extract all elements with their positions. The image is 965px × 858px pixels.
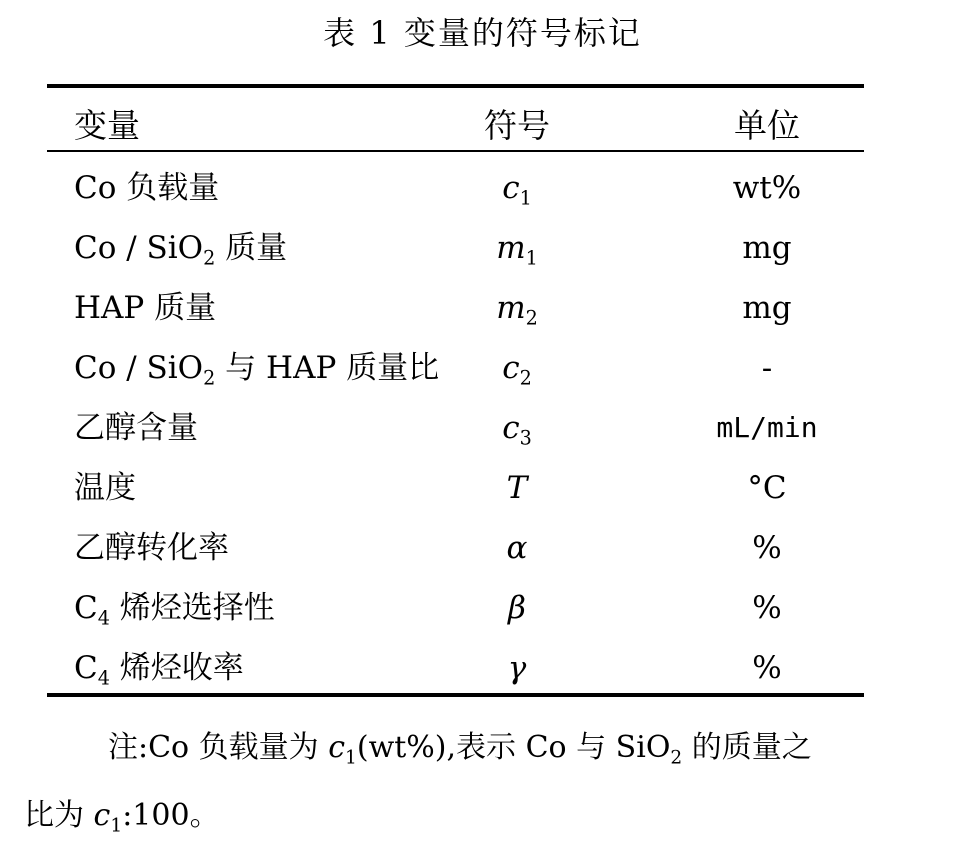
table-note-line-2: 比为 $c_1:100$。	[24, 798, 220, 837]
table-row	[47, 518, 864, 578]
table-row	[47, 458, 864, 518]
table-row	[47, 158, 864, 218]
table-row	[47, 398, 864, 458]
table-row	[47, 338, 864, 398]
unit-cell: %	[752, 650, 782, 686]
table-row	[47, 578, 864, 638]
symbol-cell: $c_3$	[502, 410, 532, 450]
table-caption: 表 1 变量的符号标记	[323, 14, 642, 52]
symbol-cell: $c_1$	[502, 170, 532, 210]
unit-cell: -	[761, 350, 773, 386]
symbol-cell: γ	[507, 650, 527, 686]
table-header-row	[47, 96, 864, 156]
variable-cell: $C_4$ 烯烃选择性	[74, 590, 275, 630]
unit-cell: mg	[742, 230, 792, 266]
table-bottom-rule	[47, 693, 864, 697]
table-row	[47, 638, 864, 698]
table-row	[47, 218, 864, 278]
variable-cell: 乙醇含量	[74, 410, 198, 446]
unit-cell: mg	[742, 290, 792, 326]
unit-cell: %	[752, 590, 782, 626]
symbol-cell: $m_1$	[496, 230, 538, 270]
header-variable: 变量	[74, 106, 140, 145]
table-note-line-1: 注:Co 负载量为 $c_1(wt\%)$,表示 Co 与 SiO$_2$ 的质量之	[108, 730, 812, 769]
variable-cell: $C_4$ 烯烃收率	[74, 650, 244, 690]
symbol-cell: β	[508, 590, 526, 626]
table-top-rule	[47, 84, 864, 88]
variable-cell: HAP 质量	[74, 290, 217, 326]
symbol-cell: $c_2$	[502, 350, 532, 390]
unit-cell: mL/min	[716, 411, 818, 444]
variable-cell: Co 负载量	[74, 170, 220, 206]
variable-cell: 乙醇转化率	[74, 530, 229, 566]
variable-cell: 温度	[74, 470, 136, 506]
table-header-rule	[47, 150, 864, 152]
table-row	[47, 278, 864, 338]
unit-cell: °C	[747, 470, 787, 506]
unit-cell: %	[752, 530, 782, 566]
variable-cell: Co / SiO$_2$ 与 HAP 质量比	[74, 350, 440, 390]
variable-cell: Co / SiO$_2$ 质量	[74, 230, 288, 270]
header-symbol: 符号	[484, 106, 550, 145]
header-unit: 单位	[734, 106, 800, 145]
unit-cell: wt%	[732, 170, 802, 206]
symbol-cell: $m_2$	[496, 290, 538, 330]
symbol-cell: T	[506, 470, 528, 506]
symbol-cell: α	[506, 530, 528, 566]
